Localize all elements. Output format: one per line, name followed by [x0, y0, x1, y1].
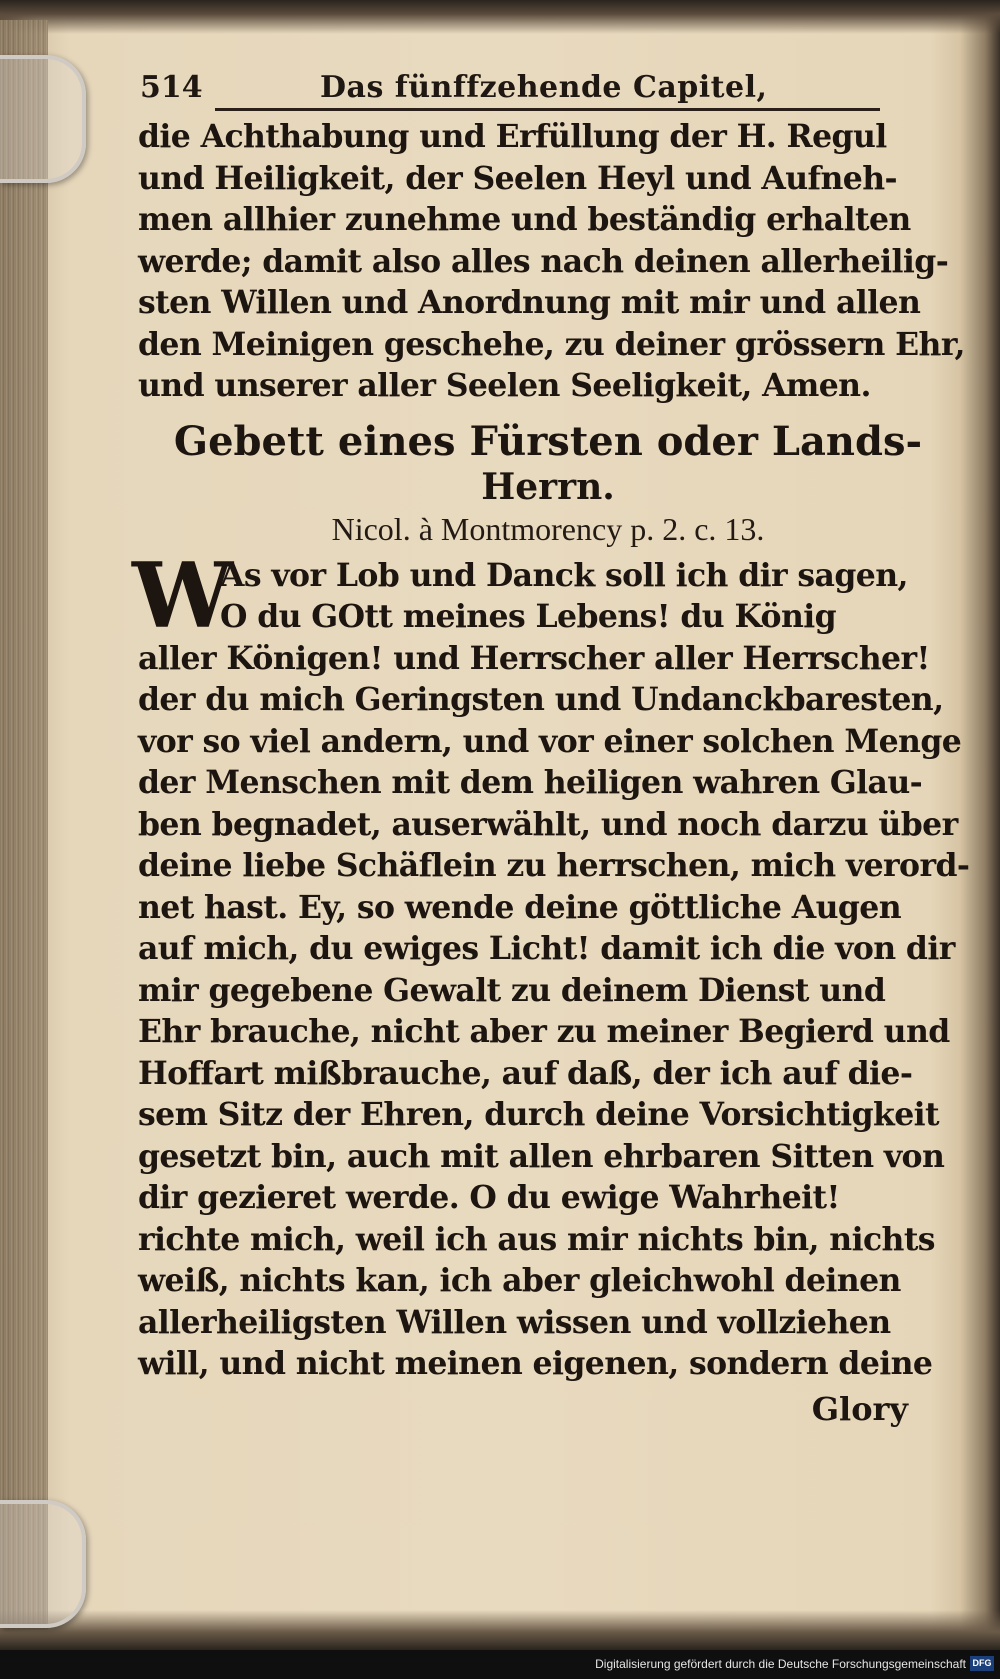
text-line: allerheiligsten Willen wissen und vollziehen [138, 1303, 891, 1341]
text-line: richte mich, weil ich aus mir nichts bin, nichts [138, 1220, 935, 1258]
text-line: ben begnadet, auserwählt, und noch darzu über [138, 805, 958, 843]
text-line: will, und nicht meinen eigenen, sondern deine [138, 1345, 933, 1382]
text-line: Ehr brauche, nicht aber zu meiner Begierd und [138, 1013, 950, 1050]
text-line: der du mich Geringsten und Undanckbaresten, [138, 681, 944, 718]
text-line: sem Sitz der Ehren, durch deine Vorsichtigkeit [138, 1096, 939, 1133]
text-line: werde; damit also alles nach deinen allerheilig- [138, 242, 949, 280]
bottom-clip [0, 1500, 86, 1628]
dfg-logo-icon: DFG [970, 1656, 994, 1671]
section-heading-continued: Herrn. [481, 465, 615, 508]
page-bottom-edge [0, 1610, 1000, 1650]
text-line: der Menschen mit dem heiligen wahren Glau- [138, 764, 923, 801]
catchword: Glory [811, 1389, 908, 1428]
text-line: und unserer aller Seelen Seeligkeit, Amen. [138, 367, 871, 404]
opening-paragraph [132, 542, 958, 649]
text-line: weiß, nichts kan, ich aber gleichwohl deinen [138, 1262, 901, 1299]
page-top-edge [0, 0, 1000, 34]
text-line: deine liebe Schäflein zu herrschen, mich verord- [138, 847, 970, 884]
page-header [140, 70, 940, 110]
text-line: gesetzt bin, auch mit allen ehrbaren Sitten von [138, 1137, 945, 1175]
text-line: den Meinigen geschehe, zu deiner grössern Ehr, [138, 325, 965, 363]
funding-credit: Digitalisierung gefördert durch die Deutsche Forschungsgemeinschaft [595, 1657, 966, 1671]
text-line: mir gegebene Gewalt zu deinem Dienst und [138, 971, 886, 1009]
text-line: aller Königen! und Herrscher aller Herrscher! [138, 639, 930, 677]
top-clip [0, 55, 86, 183]
source-citation: Nicol. à Montmorency p. 2. c. 13. [331, 510, 765, 547]
text-line: Hoffart mißbrauche, auf daß, der ich auf die- [138, 1054, 913, 1092]
text-line: men allhier zunehme und beständig erhalten [138, 201, 911, 238]
text-line: O du GOtt meines Lebens! du König [220, 598, 837, 635]
text-line: dir gezieret werde. O du ewige Wahrheit! [138, 1179, 840, 1216]
text-line: auf mich, du ewiges Licht! damit ich die von dir [138, 930, 955, 967]
text-line: vor so viel andern, und vor einer solchen Menge [138, 722, 962, 760]
running-head: Das fünffzehende Capitel, [320, 70, 768, 105]
text-line: und Heiligkeit, der Seelen Heyl und Aufneh- [138, 159, 898, 197]
header-rule [215, 108, 880, 111]
page-stack-edge [0, 20, 48, 1630]
text-line: sten Willen und Anordnung mit mir und allen [138, 284, 921, 321]
section-heading: Gebett eines Fürsten oder Lands- [173, 417, 923, 465]
footer-bar [0, 1650, 1000, 1679]
page-number: 514 [140, 70, 203, 105]
page-body [132, 116, 970, 1431]
text-line: As vor Lob und Danck soll ich dir sagen, [220, 556, 908, 594]
text-line: die Achthabung und Erfüllung der H. Regul [138, 118, 887, 155]
text-line: net hast. Ey, so wende deine göttliche Augen [138, 888, 902, 926]
drop-cap: W [132, 542, 234, 649]
